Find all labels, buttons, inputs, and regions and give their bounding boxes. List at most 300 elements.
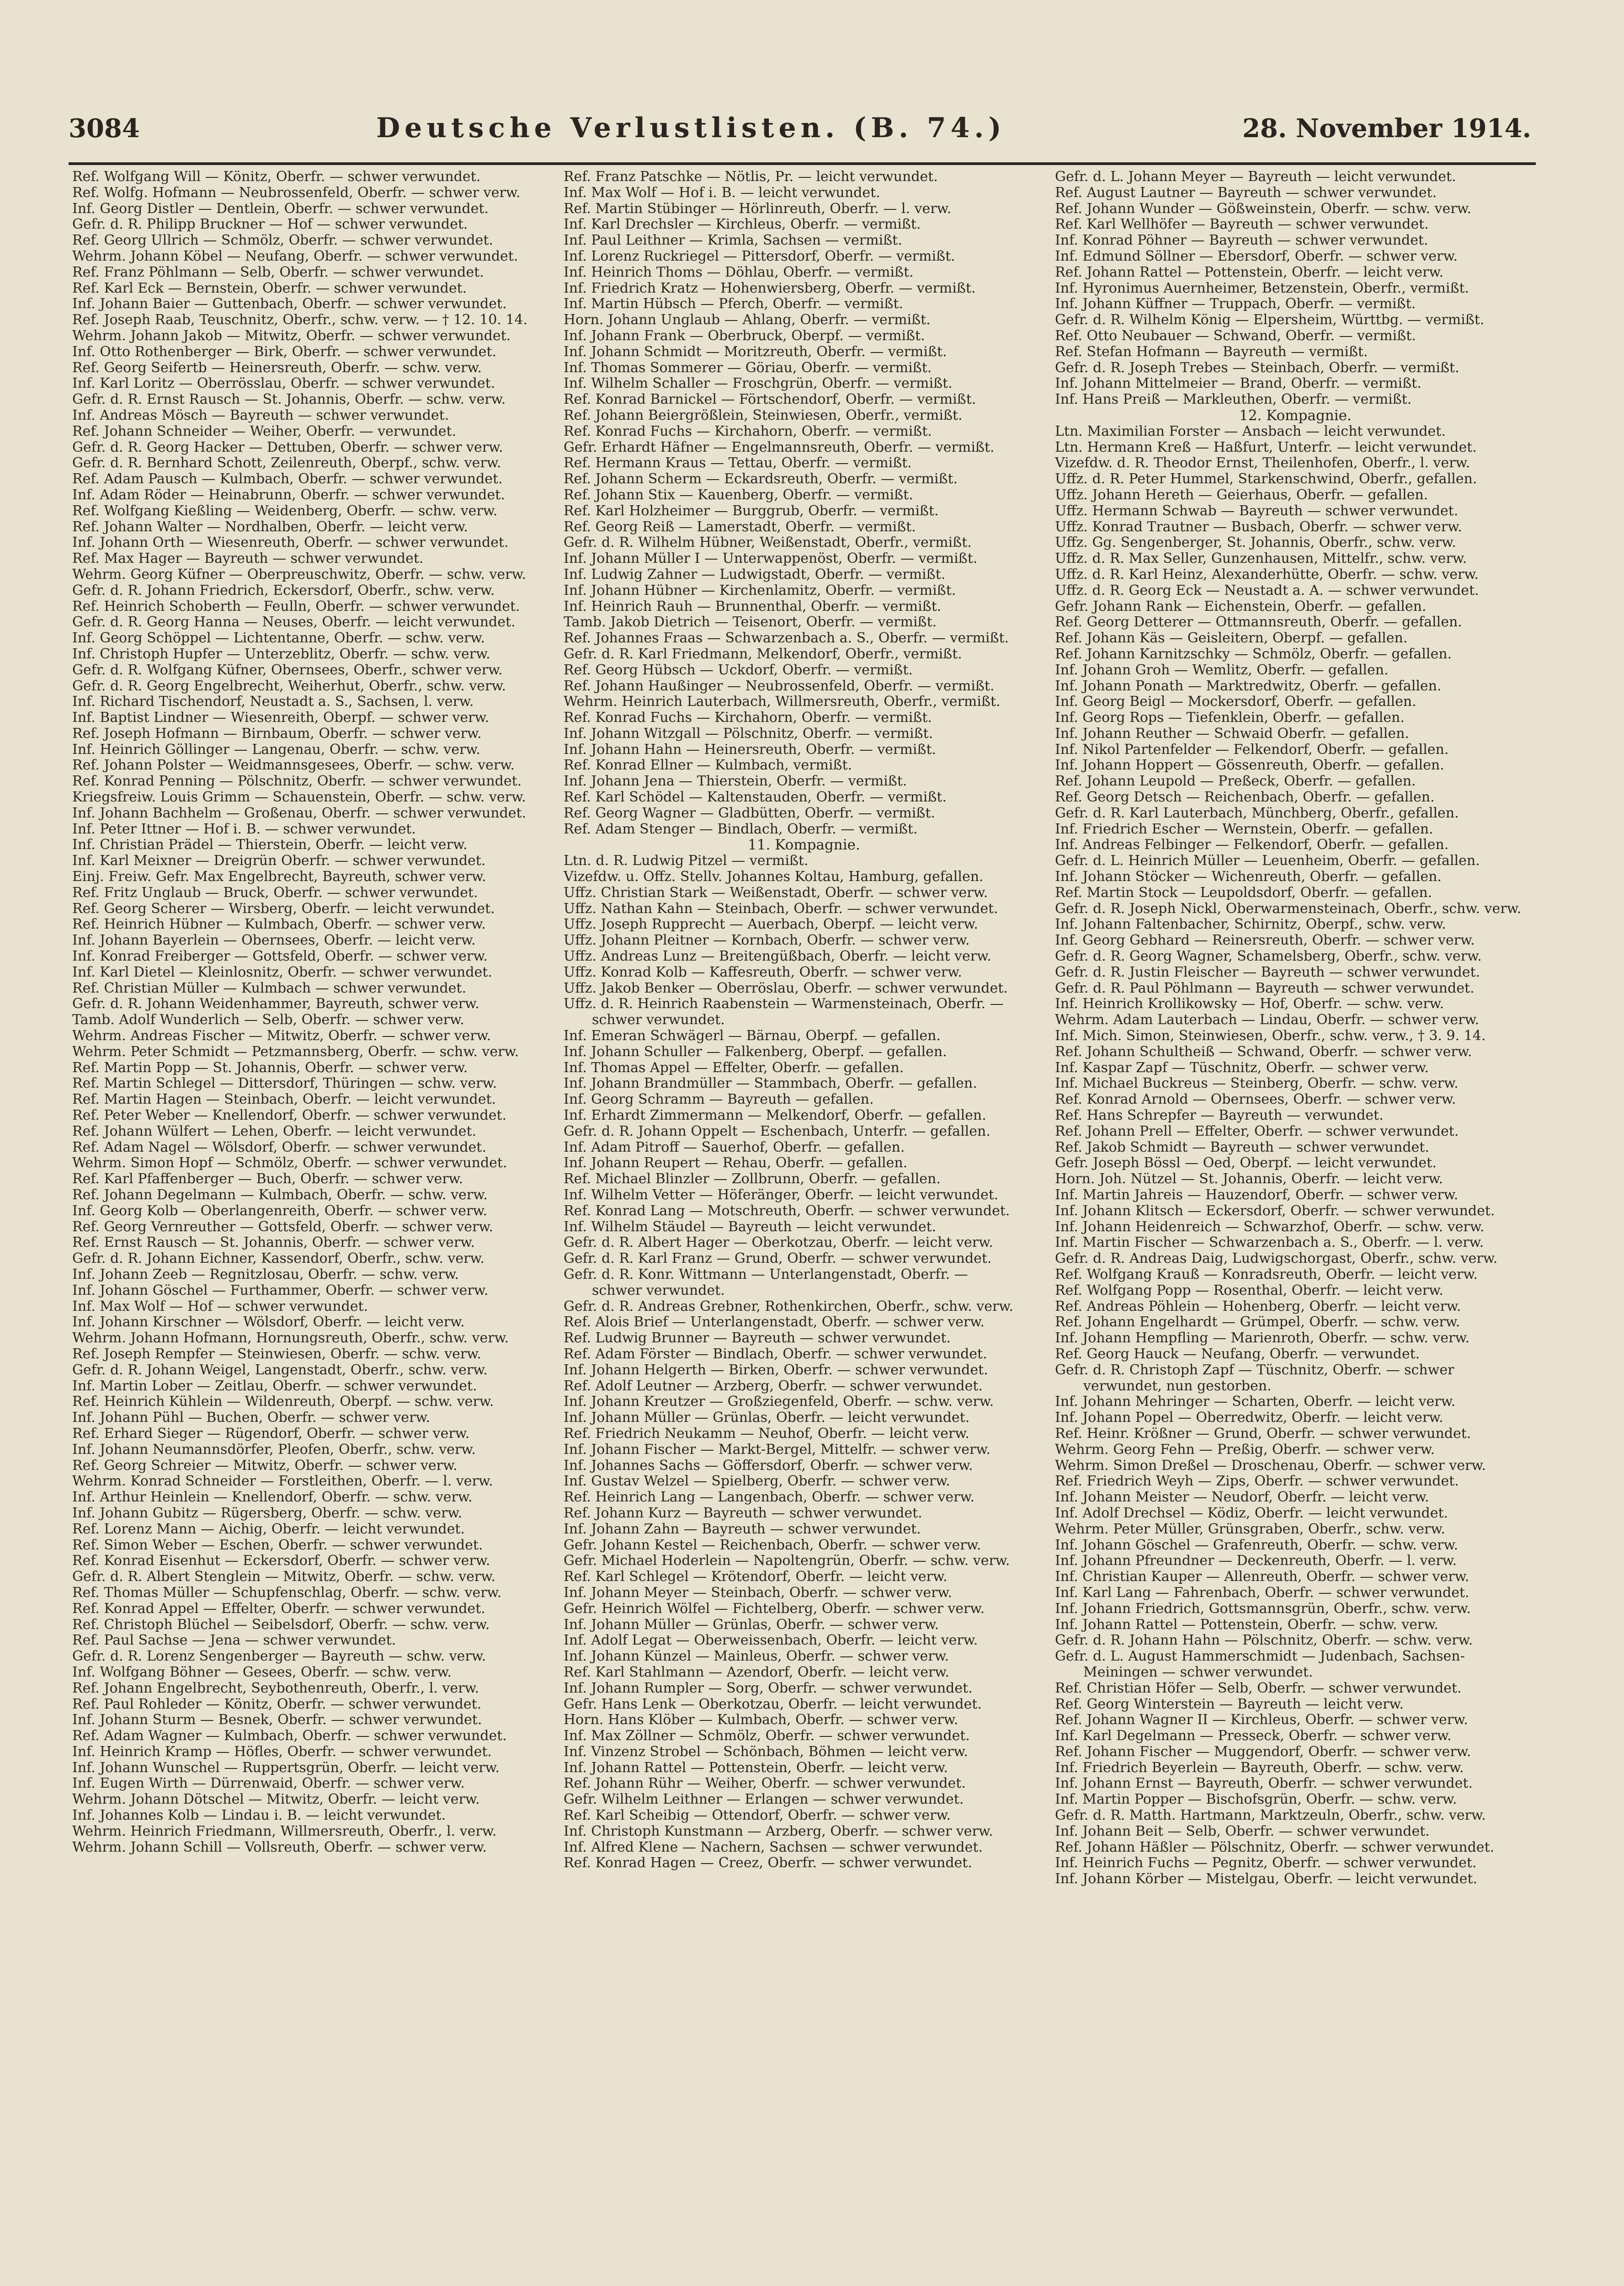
casualty-entry: Gefr. d. R. Lorenz Sengenberger — Bayreuth — schw. verw. — [72, 1649, 486, 1665]
casualty-entry: Ref. Hans Schrepfer — Bayreuth — verwundet. — [1055, 1108, 1384, 1124]
column-left — [69, 169, 553, 2286]
casualty-entry: Inf. Erhardt Zimmermann — Melkendorf, Oberfr. — gefallen. — [564, 1108, 986, 1124]
casualty-entry: Ref. Heinrich Kühlein — Wildenreuth, Oberpf. — schw. verw. — [72, 1394, 494, 1410]
casualty-entry: Ref. Konrad Appel — Effelter, Oberfr. — schwer verwundet. — [72, 1601, 485, 1617]
casualty-entry: Ref. Adam Wagner — Kulmbach, Oberfr. — schwer verwundet. — [72, 1728, 507, 1744]
casualty-entry: Ref. Joseph Hofmann — Birnbaum, Oberfr. — schwer verw. — [72, 726, 482, 742]
casualty-entry: Inf. Johann Bayerlein — Obernsees, Oberfr. — leicht verw. — [72, 933, 476, 949]
casualty-entry: Gefr. d. R. Wolfgang Küfner, Obernsees, Oberfr., schwer verw. — [72, 662, 503, 678]
page-header — [69, 112, 1531, 162]
casualty-entry: Inf. Johann Jena — Thierstein, Oberfr. — vermißt. — [564, 774, 907, 790]
casualty-entry: Tamb. Adolf Wunderlich — Selb, Oberfr. — schwer verw. — [72, 1012, 464, 1028]
casualty-entry: Gefr. d. L. Heinrich Müller — Leuenheim, Oberfr. — gefallen. — [1055, 853, 1480, 869]
casualty-entry: Ref. Friedrich Weyh — Zips, Oberfr. — schwer verwundet. — [1055, 1474, 1459, 1490]
casualty-entry: Inf. Adolf Legat — Oberweissenbach, Oberfr. — leicht verw. — [564, 1633, 978, 1649]
casualty-entry: Wehrm. Johann Köbel — Neufang, Oberfr. — schwer verwundet. — [72, 248, 518, 264]
column-right — [1051, 169, 1536, 2286]
casualty-entry: Ref. Martin Hagen — Steinbach, Oberfr. — leicht verwundet. — [72, 1092, 496, 1108]
casualty-entry: Inf. Michael Buckreus — Steinberg, Oberfr. — schw. verw. — [1055, 1076, 1459, 1092]
casualty-entry: Inf. Heinrich Göllinger — Langenau, Oberfr. — schw. verw. — [72, 742, 480, 758]
casualty-entry: Inf. Georg Schöppel — Lichtentanne, Oberfr. — schw. verw. — [72, 630, 485, 646]
casualty-entry: Inf. Hyronimus Auernheimer, Betzenstein, Oberfr., vermißt. — [1055, 280, 1470, 296]
casualty-entry: Inf. Thomas Appel — Effelter, Oberfr. — gefallen. — [564, 1060, 904, 1076]
casualty-entry: Ref. Peter Weber — Knellendorf, Oberfr. — schwer verwundet. — [72, 1108, 507, 1124]
casualty-entry: Inf. Max Zöllner — Schmölz, Oberfr. — schwer verwundet. — [564, 1728, 970, 1744]
issue-date: 28. November 1914. — [1242, 113, 1531, 144]
casualty-entry: Ref. Christian Höfer — Selb, Oberfr. — schwer verwundet. — [1055, 1680, 1462, 1696]
casualty-entry: Ltn. Maximilian Forster — Ansbach — leicht verwundet. — [1055, 423, 1446, 439]
casualty-entry: Ref. Martin Popp — St. Johannis, Oberfr. — schwer verw. — [72, 1060, 468, 1076]
casualty-entry: Ref. Ludwig Brunner — Bayreuth — schwer verwundet. — [564, 1330, 951, 1346]
casualty-entry: Ref. Franz Pöhlmann — Selb, Oberfr. — schwer verwundet. — [72, 264, 484, 280]
casualty-entry: Ref. Paul Rohleder — Könitz, Oberfr. — schwer verwundet. — [72, 1696, 482, 1712]
casualty-entry: Inf. Ludwig Zahner — Ludwigstadt, Oberfr. — vermißt. — [564, 566, 946, 582]
casualty-entry: Ref. Georg Hübsch — Uckdorf, Oberfr. — vermißt. — [564, 662, 913, 678]
casualty-entry: Inf. Martin Popper — Bischofsgrün, Oberfr. — schw. verw. — [1055, 1792, 1457, 1808]
casualty-entry: Ref. Michael Blinzler — Zollbrunn, Oberfr. — gefallen. — [564, 1171, 941, 1187]
casualty-entry: Ref. Johann Schneider — Weiher, Oberfr. — verwundet. — [72, 423, 457, 439]
casualty-entry: Inf. Johann Klitsch — Eckersdorf, Oberfr. — schwer verwundet. — [1055, 1203, 1495, 1219]
casualty-entry: Inf. Johann Helgerth — Birken, Oberfr. — schwer verwundet. — [564, 1362, 988, 1378]
casualty-entry: Inf. Martin Jahreis — Hauzendorf, Oberfr. — schwer verw. — [1055, 1187, 1459, 1203]
casualty-entry: Gefr. d. R. Ernst Rausch — St. Johannis, Oberfr. — schw. verw. — [72, 392, 506, 408]
casualty-entry: Uffz. Johann Pleitner — Kornbach, Oberfr. — schwer verw. — [564, 933, 970, 949]
casualty-entry: Ref. Karl Scheibig — Ottendorf, Oberfr. — schwer verw. — [564, 1808, 951, 1824]
casualty-entry: Inf. Karl Degelmann — Presseck, Oberfr. — schwer verw. — [1055, 1728, 1452, 1744]
casualty-entry: Ref. Georg Vernreuther — Gottsfeld, Oberfr. — schwer verw. — [72, 1219, 494, 1235]
casualty-entry: Gefr. Hans Lenk — Oberkotzau, Oberfr. — leicht verwundet. — [564, 1696, 982, 1712]
casualty-entry: Ref. Paul Sachse — Jena — schwer verwundet. — [72, 1633, 396, 1649]
casualty-entry: Inf. Nikol Partenfelder — Felkendorf, Oberfr. — gefallen. — [1055, 742, 1449, 758]
casualty-entry: Inf. Johann Witzgall — Pölschnitz, Oberfr. — vermißt. — [564, 726, 933, 742]
casualty-entry: Inf. Johann Mittelmeier — Brand, Oberfr. — vermißt. — [1055, 376, 1422, 392]
casualty-entry: Inf. Johann Meister — Neudorf, Oberfr. — leicht verw. — [1055, 1490, 1429, 1506]
casualty-entry: Inf. Johann Groh — Wemlitz, Oberfr. — gefallen. — [1055, 662, 1389, 678]
casualty-entry: Inf. Martin Fischer — Schwarzenbach a. S., Oberfr. — l. verw. — [1055, 1235, 1484, 1251]
casualty-entry: Gefr. d. R. Karl Franz — Grund, Oberfr. — schwer verwundet. — [564, 1251, 992, 1267]
casualty-entry: Wehrm. Adam Lauterbach — Lindau, Oberfr. — schwer verw. — [1055, 1012, 1480, 1028]
casualty-entry: Ref. Wolfgang Kießling — Weidenberg, Oberfr. — schw. verw. — [72, 503, 498, 519]
casualty-entry: Uffz. Konrad Kolb — Kaffesreuth, Oberfr. — schwer verw. — [564, 964, 962, 980]
casualty-entry: Inf. Paul Leithner — Krimla, Sachsen — vermißt. — [564, 233, 902, 249]
casualty-entry: Ref. Karl Eck — Bernstein, Oberfr. — schwer verwundet. — [72, 280, 467, 296]
casualty-entry: Inf. Johann Rattel — Pottenstein, Oberfr. — leicht verw. — [564, 1760, 948, 1776]
casualty-entry: Inf. Johannes Kolb — Lindau i. B. — leicht verwundet. — [72, 1808, 446, 1824]
casualty-entry: Gefr. d. L. Johann Meyer — Bayreuth — leicht verwundet. — [1055, 169, 1456, 185]
casualty-entry: Inf. Johann Pfreundner — Deckenreuth, Oberfr. — l. verw. — [1055, 1553, 1457, 1569]
casualty-entry: Ref. Martin Schlegel — Dittersdorf, Thüringen — schw. verw. — [72, 1076, 497, 1092]
casualty-entry: Inf. Johann Orth — Wiesenreuth, Oberfr. — schwer verwundet. — [72, 535, 509, 551]
casualty-entry: Inf. Johann Neumannsdörfer, Pleofen, Oberfr., schw. verw. — [72, 1442, 476, 1458]
casualty-entry: Inf. Johann Körber — Mistelgau, Oberfr. — leicht verwundet. — [1055, 1871, 1477, 1887]
casualty-entry: Inf. Andreas Felbinger — Felkendorf, Oberfr. — gefallen. — [1055, 837, 1449, 853]
casualty-entry: Ref. Johann Prell — Effelter, Oberfr. — schwer verwundet. — [1055, 1123, 1459, 1139]
casualty-entry: Ref. Ernst Rausch — St. Johannis, Oberfr. — schwer verw. — [72, 1235, 475, 1251]
casualty-entry: Inf. Edmund Söllner — Ebersdorf, Oberfr. — schwer verw. — [1055, 248, 1458, 264]
casualty-entry: Uffz. d. R. Karl Heinz, Alexanderhütte, Oberfr. — schw. verw. — [1055, 566, 1479, 582]
casualty-entry: Ref. Johann Scherm — Eckardsreuth, Oberfr. — vermißt. — [564, 471, 958, 487]
casualty-entry: Ref. Georg Detsch — Reichenbach, Oberfr. — gefallen. — [1055, 790, 1435, 806]
casualty-entry: Gefr. d. R. Wilhelm König — Elpersheim, Württbg. — vermißt. — [1055, 312, 1485, 328]
casualty-entry: Inf. Andreas Mösch — Bayreuth — schwer verwundet. — [72, 407, 449, 423]
casualty-entry: Vizefdw. d. R. Theodor Ernst, Theilenhofen, Oberfr., l. verw. — [1055, 455, 1470, 471]
casualty-entry: Gefr. d. R. Johann Oppelt — Eschenbach, Unterfr. — gefallen. — [564, 1123, 990, 1139]
casualty-entry: Gefr. Michael Hoderlein — Napoltengrün, Oberfr. — schw. verw. — [564, 1553, 1010, 1569]
casualty-entry: Inf. Georg Gebhard — Reinersreuth, Oberfr. — schwer verw. — [1055, 933, 1475, 949]
casualty-entry: Inf. Friedrich Escher — Wernstein, Oberfr. — gefallen. — [1055, 821, 1433, 837]
casualty-entry: Inf. Arthur Heinlein — Knellendorf, Oberfr. — schw. verw. — [72, 1490, 473, 1506]
casualty-entry: Inf. Johann Schuller — Falkenberg, Oberpf. — gefallen. — [564, 1044, 947, 1060]
casualty-entry: Ref. Georg Scherer — Wirsberg, Oberfr. — leicht verwundet. — [72, 901, 495, 917]
casualty-entry: Inf. Gustav Welzel — Spielberg, Oberfr. — schwer verw. — [564, 1474, 950, 1490]
casualty-entry: Ref. Johann Kurz — Bayreuth — schwer verwundet. — [564, 1505, 922, 1521]
casualty-entry: Inf. Johann Hempfling — Marienroth, Oberfr. — schw. verw. — [1055, 1330, 1470, 1346]
casualty-entry: Gefr. d. R. Georg Wagner, Schamelsberg, Oberfr., schw. verw. — [1055, 949, 1482, 965]
casualty-entry: Wehrm. Simon Hopf — Schmölz, Oberfr. — schwer verwundet. — [72, 1155, 507, 1171]
casualty-entry: Inf. Karl Lang — Fahrenbach, Oberfr. — schwer verwundet. — [1055, 1585, 1470, 1601]
casualty-entry: Inf. Johann Frank — Oberbruck, Oberpf. — vermißt. — [564, 328, 925, 344]
casualty-entry: Ref. Konrad Penning — Pölschnitz, Oberfr. — schwer verwundet. — [72, 774, 522, 790]
casualty-entry: Ref. Franz Patschke — Nötlis, Pr. — leicht verwundet. — [564, 169, 938, 185]
casualty-entry: Ref. Konrad Ellner — Kulmbach, vermißt. — [564, 758, 852, 774]
casualty-entry: Inf. Johann Schmidt — Moritzreuth, Oberfr. — vermißt. — [564, 344, 947, 360]
entry-continuation: schwer verwundet. — [592, 1012, 725, 1028]
casualty-entry: Inf. Johann Reuther — Schwaid Oberfr. — gefallen. — [1055, 726, 1409, 742]
casualty-entry: Uffz. d. R. Heinrich Raabenstein — Warmensteinach, Oberfr. — — [564, 996, 1004, 1012]
casualty-entry: Ref. Friedrich Neukamm — Neuhof, Oberfr. — leicht verw. — [564, 1426, 969, 1442]
casualty-entry: Ref. Johann Wülfert — Lehen, Oberfr. — leicht verwundet. — [72, 1123, 477, 1139]
casualty-entry: Ref. August Lautner — Bayreuth — schwer verwundet. — [1055, 185, 1437, 201]
casualty-entry: Ref. Johann Polster — Weidmannsgesees, Oberfr. — schw. verw. — [72, 758, 515, 774]
casualty-entry: Inf. Emeran Schwägerl — Bärnau, Oberpf. — gefallen. — [564, 1028, 941, 1044]
casualty-entry: Inf. Alfred Klene — Nachern, Sachsen — schwer verwundet. — [564, 1839, 983, 1855]
casualty-entry: Inf. Kaspar Zapf — Tüschnitz, Oberfr. — schwer verw. — [1055, 1060, 1429, 1076]
casualty-entry: Inf. Hans Preiß — Markleuthen, Oberfr. — vermißt. — [1055, 392, 1412, 408]
casualty-entry: Inf. Johann Küffner — Truppach, Oberfr. — vermißt. — [1055, 296, 1416, 312]
casualty-entry: Ref. Heinr. Krößner — Grund, Oberfr. — schwer verwundet. — [1055, 1426, 1471, 1442]
casualty-entry: Inf. Eugen Wirth — Dürrenwaid, Oberfr. — schwer verw. — [72, 1776, 465, 1792]
casualty-entry: Ref. Johann Stix — Kauenberg, Oberfr. — vermißt. — [564, 487, 913, 503]
casualty-entry: Gefr. d. R. Albert Stenglein — Mitwitz, Oberfr. — schw. verw. — [72, 1569, 495, 1585]
casualty-entry: Ref. Georg Wagner — Gladbütten, Oberfr. — vermißt. — [564, 805, 935, 821]
casualty-entry: Uffz. Andreas Lunz — Breitengüßbach, Oberfr. — leicht verw. — [564, 949, 991, 965]
casualty-entry: Inf. Christian Prädel — Thierstein, Oberfr. — leicht verw. — [72, 837, 468, 853]
casualty-entry: Ref. Wolfgang Will — Könitz, Oberfr. — schwer verwundet. — [72, 169, 481, 185]
casualty-entry: Uffz. d. R. Max Seller, Gunzenhausen, Mittelfr., schw. verw. — [1055, 551, 1467, 567]
casualty-entry: Ref. Johann Schultheiß — Schwand, Oberfr. — schwer verw. — [1055, 1044, 1472, 1060]
casualty-entry: Ref. Jakob Schmidt — Bayreuth — schwer verwundet. — [1055, 1139, 1429, 1155]
casualty-entry: Gefr. d. R. Johann Weidenhammer, Bayreuth, schwer verw. — [72, 996, 479, 1012]
casualty-entry: Ref. Wolfg. Hofmann — Neubrossenfeld, Oberfr. — schwer verw. — [72, 185, 521, 201]
casualty-entry: Gefr. d. R. Joseph Trebes — Steinbach, Oberfr. — vermißt. — [1055, 360, 1459, 376]
casualty-entry: Inf. Johann Mehringer — Scharten, Oberfr. — leicht verw. — [1055, 1394, 1456, 1410]
casualty-entry: Ref. Thomas Müller — Schupfenschlag, Oberfr. — schw. verw. — [72, 1585, 502, 1601]
casualty-entry: Gefr. d. R. Andreas Daig, Ludwigschorgast, Oberfr., schw. verw. — [1055, 1251, 1498, 1267]
entry-continuation: verwundet, nun gestorben. — [1083, 1378, 1272, 1394]
entry-continuation: Meiningen — schwer verwundet. — [1083, 1664, 1313, 1680]
casualty-entry: Uffz. Johann Hereth — Geierhaus, Oberfr. — gefallen. — [1055, 487, 1428, 503]
casualty-entry: Ref. Simon Weber — Eschen, Oberfr. — schwer verwundet. — [72, 1537, 483, 1553]
casualty-entry: Ref. Konrad Barnickel — Förtschendorf, Oberfr. — vermißt. — [564, 392, 976, 408]
casualty-entry: Ref. Johann Beiergrößlein, Steinwiesen, Oberfr., vermißt. — [564, 407, 963, 423]
casualty-entry: Inf. Wilhelm Schaller — Froschgrün, Oberfr. — vermißt. — [564, 376, 953, 392]
casualty-entry: Inf. Johann Ponath — Marktredwitz, Oberfr. — gefallen. — [1055, 678, 1442, 694]
casualty-entry: Inf. Wolfgang Böhner — Gesees, Oberfr. — schw. verw. — [72, 1664, 452, 1680]
casualty-entry: Inf. Johann Hahn — Heinersreuth, Oberfr. — vermißt. — [564, 742, 937, 758]
casualty-entry: Ref. Konrad Lang — Motschreuth, Oberfr. — schwer verwundet. — [564, 1203, 1010, 1219]
casualty-entry: Ref. Georg Seifertb — Heinersreuth, Oberfr. — schw. verw. — [72, 360, 482, 376]
casualty-entry: Ref. Otto Neubauer — Schwand, Oberfr. — vermißt. — [1055, 328, 1416, 344]
casualty-entry: Ref. Joseph Rempfer — Steinwiesen, Oberfr. — schw. verw. — [72, 1346, 481, 1362]
casualty-entry: Wehrm. Georg Küfner — Oberpreuschwitz, Oberfr. — schw. verw. — [72, 566, 527, 582]
casualty-entry: Ref. Lorenz Mann — Aichig, Oberfr. — leicht verwundet. — [72, 1521, 465, 1537]
casualty-entry: Ref. Wolfgang Popp — Rosenthal, Oberfr. — leicht verw. — [1055, 1282, 1443, 1298]
casualty-entry: Inf. Friedrich Beyerlein — Bayreuth, Oberfr. — schw. verw. — [1055, 1760, 1464, 1776]
casualty-entry: Inf. Friedrich Kratz — Hohenwiersberg, Oberfr. — vermißt. — [564, 280, 976, 296]
casualty-entry: Gefr. d. R. Philipp Bruckner — Hof — schwer verwundet. — [72, 217, 468, 233]
casualty-entry: Inf. Johann Hübner — Kirchenlamitz, Oberfr. — vermißt. — [564, 582, 956, 598]
casualty-entry: Inf. Johann Faltenbacher, Schirnitz, Oberpf., schw. verw. — [1055, 917, 1446, 933]
casualty-entry: Ref. Christian Müller — Kulmbach — schwer verwundet. — [72, 980, 466, 996]
casualty-entry: Ref. Johann Fischer — Muggendorf, Oberfr. — schwer verw. — [1055, 1744, 1471, 1760]
casualty-entry: Inf. Johann Rattel — Pottenstein, Oberfr. — schw. verw. — [1055, 1617, 1438, 1633]
casualty-entry: Uffz. Jakob Benker — Oberröslau, Oberfr. — schwer verwundet. — [564, 980, 1008, 996]
casualty-entry: Inf. Johann Meyer — Steinbach, Oberfr. — schwer verw. — [564, 1585, 953, 1601]
casualty-entry: Inf. Max Wolf — Hof i. B. — leicht verwundet. — [564, 185, 880, 201]
casualty-entry: Gefr. d. R. Justin Fleischer — Bayreuth — schwer verwundet. — [1055, 964, 1480, 980]
casualty-entry: Ref. Adam Nagel — Wölsdorf, Oberfr. — schwer verwundet. — [72, 1139, 486, 1155]
casualty-entry: Inf. Johann Künzel — Mainleus, Oberfr. — schwer verw. — [564, 1649, 949, 1665]
casualty-entry: Inf. Heinrich Rauh — Brunnenthal, Oberfr. — vermißt. — [564, 598, 942, 614]
casualty-entry: Ref. Joseph Raab, Teuschnitz, Oberfr., schw. verw. — † 12. 10. 14. — [72, 312, 528, 328]
casualty-entry: Inf. Christoph Kunstmann — Arzberg, Oberfr. — schwer verw. — [564, 1823, 993, 1839]
casualty-entry: Wehrm. Johann Jakob — Mitwitz, Oberfr. — schwer verwundet. — [72, 328, 511, 344]
casualty-entry: Gefr. d. R. Matth. Hartmann, Marktzeuln, Oberfr., schw. verw. — [1055, 1808, 1486, 1824]
casualty-entry: Inf. Johann Müller I — Unterwappenöst, Oberfr. — vermißt. — [564, 551, 978, 567]
casualty-entry: Inf. Adam Röder — Heinabrunn, Oberfr. — schwer verwundet. — [72, 487, 505, 503]
casualty-entry: Inf. Mich. Simon, Steinwiesen, Oberfr., schw. verw., † 3. 9. 14. — [1055, 1028, 1486, 1044]
casualty-entry: Inf. Johann Friedrich, Gottsmannsgrün, Oberfr., schw. verw. — [1055, 1601, 1471, 1617]
casualty-entry: Ref. Johann Leupold — Preßeck, Oberfr. — gefallen. — [1055, 774, 1416, 790]
casualty-entry: Ref. Christoph Blüchel — Seibelsdorf, Oberfr. — schw. verw. — [72, 1617, 490, 1633]
casualty-entry: Inf. Johann Popel — Oberredwitz, Oberfr. — leicht verw. — [1055, 1410, 1443, 1426]
section-heading: 12. Kompagnie. — [1239, 407, 1352, 424]
casualty-entry: Inf. Johann Müller — Grünlas, Oberfr. — leicht verwundet. — [564, 1410, 970, 1426]
casualty-entry: Einj. Freiw. Gefr. Max Engelbrecht, Bayreuth, schwer verw. — [72, 869, 486, 885]
casualty-list — [69, 169, 1536, 2286]
casualty-entry: Inf. Thomas Sommerer — Göriau, Oberfr. — vermißt. — [564, 360, 932, 376]
casualty-entry: Inf. Johann Hoppert — Gössenreuth, Oberfr. — gefallen. — [1055, 758, 1444, 774]
casualty-entry: Gefr. Joseph Bössl — Oed, Oberpf. — leicht verwundet. — [1055, 1155, 1437, 1171]
casualty-entry: Inf. Karl Dietel — Kleinlosnitz, Oberfr. — schwer verwundet. — [72, 964, 492, 980]
casualty-entry: Inf. Johann Fischer — Markt-Bergel, Mittelfr. — schwer verw. — [564, 1442, 990, 1458]
casualty-entry: Uffz. Christian Stark — Weißenstadt, Oberfr. — schwer verw. — [564, 885, 988, 901]
casualty-entry: Inf. Georg Kolb — Oberlangenreith, Oberfr. — schwer verw. — [72, 1203, 487, 1219]
casualty-entry: Gefr. d. R. Christoph Zapf — Tüschnitz, Oberfr. — schwer — [1055, 1362, 1454, 1378]
casualty-entry: Ref. Johann Rattel — Pottenstein, Oberfr. — leicht verw. — [1055, 264, 1444, 280]
casualty-entry: Uffz. d. R. Peter Hummel, Starkenschwind, Oberfr., gefallen. — [1055, 471, 1477, 487]
casualty-entry: Uffz. Joseph Rupprecht — Auerbach, Oberpf. — leicht verw. — [564, 917, 978, 933]
casualty-entry: Uffz. Nathan Kahn — Steinbach, Oberfr. — schwer verwundet. — [564, 901, 998, 917]
casualty-entry: Inf. Heinrich Fuchs — Pegnitz, Oberfr. — schwer verwundet. — [1055, 1855, 1477, 1871]
casualty-entry: Ref. Konrad Fuchs — Kirchahorn, Oberfr. — vermißt. — [564, 710, 932, 726]
casualty-entry: Ref. Adam Pausch — Kulmbach, Oberfr. — schwer verwundet. — [72, 471, 503, 487]
casualty-entry: Ref. Johann Wunder — Gößweinstein, Oberfr. — schw. verw. — [1055, 201, 1472, 217]
casualty-entry: Gefr. d. R. Paul Pöhlmann — Bayreuth — schwer verwundet. — [1055, 980, 1475, 996]
casualty-entry: Inf. Johann Göschel — Grafenreuth, Oberfr. — schw. verw. — [1055, 1537, 1459, 1553]
casualty-entry: Ref. Georg Ullrich — Schmölz, Oberfr. — schwer verwundet. — [72, 233, 493, 249]
casualty-entry: Gefr. d. L. August Hammerschmidt — Judenbach, Sachsen- — [1055, 1649, 1465, 1665]
casualty-entry: Wehrm. Johann Schill — Vollsreuth, Oberfr. — schwer verw. — [72, 1839, 487, 1855]
casualty-entry: Horn. Hans Klöber — Kulmbach, Oberfr. — schwer verw. — [564, 1712, 958, 1728]
casualty-entry: Inf. Karl Drechsler — Kirchleus, Oberfr. — vermißt. — [564, 217, 921, 233]
casualty-entry: Ref. Konrad Fuchs — Kirchahorn, Oberfr. — vermißt. — [564, 423, 932, 439]
casualty-entry: Inf. Johann Rumpler — Sorg, Oberfr. — schwer verwundet. — [564, 1680, 973, 1696]
casualty-entry: Wehrm. Andreas Fischer — Mitwitz, Oberfr. — schwer verw. — [72, 1028, 491, 1044]
casualty-entry: Inf. Georg Schramm — Bayreuth — gefallen. — [564, 1092, 874, 1108]
casualty-entry: Gefr. Wilhelm Leithner — Erlangen — schwer verwundet. — [564, 1792, 964, 1808]
casualty-entry: Ref. Karl Holzheimer — Burggrub, Oberfr. — vermißt. — [564, 503, 939, 519]
casualty-entry: Inf. Peter Ittner — Hof i. B. — schwer verwundet. — [72, 821, 416, 837]
casualty-entry: Ltn. Hermann Kreß — Haßfurt, Unterfr. — leicht verwundet. — [1055, 439, 1477, 455]
casualty-entry: Inf. Otto Rothenberger — Birk, Oberfr. — schwer verwundet. — [72, 344, 496, 360]
casualty-entry: Ref. Johann Walter — Nordhalben, Oberfr. — leicht verw. — [72, 519, 468, 535]
casualty-entry: Inf. Johann Göschel — Furthammer, Oberfr. — schwer verw. — [72, 1282, 489, 1298]
casualty-entry: Inf. Vinzenz Strobel — Schönbach, Böhmen — leicht verw. — [564, 1744, 968, 1760]
casualty-entry: Inf. Johann Wunschel — Ruppertsgrün, Oberfr. — leicht verw. — [72, 1760, 500, 1776]
casualty-entry: Inf. Georg Distler — Dentlein, Oberfr. — schwer verwundet. — [72, 201, 489, 217]
casualty-entry: Gefr. d. R. Albert Hager — Oberkotzau, Oberfr. — leicht verw. — [564, 1235, 993, 1251]
casualty-entry: Ref. Fritz Unglaub — Bruck, Oberfr. — schwer verwundet. — [72, 885, 478, 901]
casualty-entry: Inf. Johann Sturm — Besnek, Oberfr. — schwer verwundet. — [72, 1712, 482, 1728]
casualty-entry: Ref. Georg Winterstein — Bayreuth — leicht verw. — [1055, 1696, 1404, 1712]
casualty-entry: Inf. Christoph Hupfer — Unterzeblitz, Oberfr. — schw. verw. — [72, 646, 490, 662]
casualty-entry: Uffz. Hermann Schwab — Bayreuth — schwer verwundet. — [1055, 503, 1459, 519]
casualty-entry: Gefr. Erhardt Häfner — Engelmannsreuth, Oberfr. — vermißt. — [564, 439, 995, 455]
casualty-entry: Ref. Martin Stübinger — Hörlinreuth, Oberfr. — l. verw. — [564, 201, 952, 217]
casualty-entry: Wehrm. Georg Fehn — Preßig, Oberfr. — schwer verw. — [1055, 1442, 1435, 1458]
casualty-entry: Gefr. Heinrich Wölfel — Fichtelberg, Oberfr. — schwer verw. — [564, 1601, 985, 1617]
casualty-entry: Ref. Konrad Eisenhut — Eckersdorf, Oberfr. — schwer verw. — [72, 1553, 490, 1569]
casualty-entry: Ref. Andreas Pöhlein — Hohenberg, Oberfr. — leicht verw. — [1055, 1298, 1461, 1314]
casualty-entry: Ref. Johann Karnitzschky — Schmölz, Oberfr. — gefallen. — [1055, 646, 1452, 662]
casualty-entry: Gefr. d. R. Konr. Wittmann — Unterlangenstadt, Oberfr. — — [564, 1266, 968, 1282]
casualty-entry: Ref. Heinrich Schoberth — Feulln, Oberfr. — schwer verwundet. — [72, 598, 520, 614]
casualty-entry: Gefr. d. R. Karl Friedmann, Melkendorf, Oberfr., vermißt. — [564, 646, 962, 662]
casualty-entry: Inf. Johann Reupert — Rehau, Oberfr. — gefallen. — [564, 1155, 908, 1171]
casualty-entry: Gefr. d. R. Johann Friedrich, Eckersdorf, Oberfr., schw. verw. — [72, 582, 495, 598]
casualty-entry: Ltn. d. R. Ludwig Pitzel — vermißt. — [564, 853, 809, 869]
casualty-entry: Horn. Johann Unglaub — Ahlang, Oberfr. — vermißt. — [564, 312, 931, 328]
casualty-entry: Inf. Johann Ernst — Bayreuth, Oberfr. — schwer verwundet. — [1055, 1776, 1473, 1792]
casualty-entry: Gefr. Johann Kestel — Reichenbach, Oberfr. — schwer verw. — [564, 1537, 981, 1553]
casualty-entry: Inf. Johann Kreutzer — Großziegenfeld, Oberfr. — schw. verw. — [564, 1394, 994, 1410]
casualty-entry: Wehrm. Peter Müller, Grünsgraben, Oberfr., schw. verw. — [1055, 1521, 1445, 1537]
casualty-entry: Wehrm. Johann Hofmann, Hornungsreuth, Oberfr., schw. verw. — [72, 1330, 509, 1346]
casualty-entry: Inf. Johannes Sachs — Göffersdorf, Oberfr. — schwer verw. — [564, 1458, 973, 1474]
casualty-entry: Inf. Konrad Pöhner — Bayreuth — schwer verwundet. — [1055, 233, 1428, 249]
casualty-entry: Ref. Konrad Hagen — Creez, Oberfr. — schwer verwundet. — [564, 1855, 972, 1871]
casualty-entry: Ref. Karl Pfaffenberger — Buch, Oberfr. — schwer verw. — [72, 1171, 463, 1187]
casualty-entry: Ref. Adolf Leutner — Arzberg, Oberfr. — schwer verwundet. — [564, 1378, 983, 1394]
casualty-entry: Inf. Heinrich Thoms — Döhlau, Oberfr. — vermißt. — [564, 264, 914, 280]
casualty-entry: Wehrm. Heinrich Friedmann, Willmersreuth, Oberfr., l. verw. — [72, 1823, 497, 1839]
casualty-entry: Gefr. d. R. Johann Weigel, Langenstadt, Oberfr., schw. verw. — [72, 1362, 488, 1378]
casualty-entry: Ref. Martin Stock — Leupoldsdorf, Oberfr. — gefallen. — [1055, 885, 1432, 901]
casualty-entry: Wehrm. Konrad Schneider — Forstleithen, Oberfr. — l. verw. — [72, 1474, 493, 1490]
casualty-entry: Ref. Wolfgang Krauß — Konradsreuth, Oberfr. — leicht verw. — [1055, 1266, 1478, 1282]
casualty-entry: Ref. Johann Engelbrecht, Seybothenreuth, Oberfr., l. verw. — [72, 1680, 479, 1696]
casualty-entry: Ref. Heinrich Lang — Langenbach, Oberfr. — schwer verw. — [564, 1490, 975, 1506]
casualty-entry: Ref. Adam Stenger — Bindlach, Oberfr. — vermißt. — [564, 821, 918, 837]
casualty-entry: Inf. Wilhelm Vetter — Höferänger, Oberfr. — leicht verwundet. — [564, 1187, 999, 1203]
casualty-entry: Inf. Karl Loritz — Oberrösslau, Oberfr. — schwer verwundet. — [72, 376, 495, 392]
casualty-entry: Uffz. d. R. Georg Eck — Neustadt a. A. — schwer verwundet. — [1055, 582, 1479, 598]
header-rule — [69, 162, 1536, 165]
casualty-entry: Inf. Richard Tischendorf, Neustadt a. S., Sachsen, l. verw. — [72, 694, 474, 710]
casualty-entry: Inf. Johann Baier — Guttenbach, Oberfr. — schwer verwundet. — [72, 296, 507, 312]
casualty-entry: Inf. Karl Meixner — Dreigrün Oberfr. — schwer verwundet. — [72, 853, 486, 869]
casualty-entry: Vizefdw. u. Offz. Stellv. Johannes Koltau, Hamburg, gefallen. — [564, 869, 984, 885]
casualty-entry: Ref. Adam Förster — Bindlach, Oberfr. — schwer verwundet. — [564, 1346, 987, 1362]
casualty-entry: Gefr. Johann Rank — Eichenstein, Oberfr. — gefallen. — [1055, 598, 1427, 614]
casualty-entry: Gefr. d. R. Karl Lauterbach, Münchberg, Oberfr., gefallen. — [1055, 805, 1459, 821]
casualty-entry: Ref. Johann Degelmann — Kulmbach, Oberfr. — schw. verw. — [72, 1187, 488, 1203]
casualty-entry: Ref. Max Hager — Bayreuth — schwer verwundet. — [72, 551, 424, 567]
casualty-entry: Inf. Lorenz Ruckriegel — Pittersdorf, Oberfr. — vermißt. — [564, 248, 955, 264]
casualty-entry: Inf. Johann Gubitz — Rügersberg, Oberfr. — schw. verw. — [72, 1505, 463, 1521]
casualty-entry: Inf. Konrad Freiberger — Gottsfeld, Oberfr. — schwer verw. — [72, 949, 488, 965]
casualty-entry: Gefr. d. R. Bernhard Schott, Zeilenreuth, Oberpf., schw. verw. — [72, 455, 501, 471]
casualty-entry: Inf. Max Wolf — Hof — schwer verwundet. — [72, 1298, 368, 1314]
casualty-entry: Inf. Johann Zeeb — Regnitzlosau, Oberfr. — schw. verw. — [72, 1266, 459, 1282]
casualty-entry: Ref. Stefan Hofmann — Bayreuth — vermißt. — [1055, 344, 1368, 360]
casualty-entry: Inf. Wilhelm Stäudel — Bayreuth — leicht verwundet. — [564, 1219, 937, 1235]
casualty-entry: Ref. Karl Schödel — Kaltenstauden, Oberfr. — vermißt. — [564, 790, 947, 806]
casualty-entry: Ref. Konrad Arnold — Obernsees, Oberfr. — schwer verw. — [1055, 1092, 1456, 1108]
casualty-entry: Ref. Georg Hauck — Neufang, Oberfr. — verwundet. — [1055, 1346, 1420, 1362]
casualty-entry: Inf. Johann Müller — Grünlas, Oberfr. — schwer verw. — [564, 1617, 939, 1633]
casualty-entry: Ref. Johann Häßler — Pölschnitz, Oberfr. — schwer verwundet. — [1055, 1839, 1495, 1855]
casualty-entry: Horn. Joh. Nützel — St. Johannis, Oberfr. — leicht verw. — [1055, 1171, 1443, 1187]
casualty-entry: Inf. Baptist Lindner — Wiesenreith, Oberpf. — schwer verw. — [72, 710, 490, 726]
casualty-entry: Gefr. d. R. Andreas Grebner, Rothenkirchen, Oberfr., schw. verw. — [564, 1298, 1013, 1314]
casualty-entry: Ref. Johannes Fraas — Schwarzenbach a. S., Oberfr. — vermißt. — [564, 630, 1009, 646]
casualty-entry: Ref. Johann Käs — Geisleitern, Oberpf. — gefallen. — [1055, 630, 1408, 646]
casualty-entry: Inf. Johann Stöcker — Wichenreuth, Oberfr. — gefallen. — [1055, 869, 1442, 885]
casualty-entry: Wehrm. Simon Dreßel — Droschenau, Oberfr. — schwer verw. — [1055, 1458, 1486, 1474]
casualty-entry: Gefr. d. R. Wilhelm Hübner, Weißenstadt, Oberfr., vermißt. — [564, 535, 972, 551]
casualty-entry: Inf. Johann Heidenreich — Schwarzhof, Oberfr. — schw. verw. — [1055, 1219, 1485, 1235]
casualty-entry: Kriegsfreiw. Louis Grimm — Schauenstein, Oberfr. — schw. verw. — [72, 790, 526, 806]
casualty-entry: Inf. Johann Kirschner — Wölsdorf, Oberfr. — leicht verw. — [72, 1314, 465, 1330]
casualty-entry: Ref. Johann Rühr — Weiher, Oberfr. — schwer verwundet. — [564, 1776, 966, 1792]
casualty-entry: Gefr. d. R. Johann Hahn — Pölschnitz, Oberfr. — schw. verw. — [1055, 1633, 1473, 1649]
casualty-entry: Gefr. d. R. Joseph Nickl, Oberwarmensteinach, Oberfr., schw. verw. — [1055, 901, 1522, 917]
casualty-entry: Inf. Heinrich Krollikowsky — Hof, Oberfr. — schw. verw. — [1055, 996, 1444, 1012]
casualty-entry: Ref. Alois Brief — Unterlangenstadt, Oberfr. — schwer verw. — [564, 1314, 985, 1330]
casualty-entry: Inf. Georg Rops — Tiefenklein, Oberfr. — gefallen. — [1055, 710, 1405, 726]
casualty-entry: Gefr. d. R. Johann Eichner, Kassendorf, Oberfr., schw. verw. — [72, 1251, 485, 1267]
casualty-entry: Ref. Johann Wagner II — Kirchleus, Oberfr. — schwer verw. — [1055, 1712, 1468, 1728]
casualty-entry: Uffz. Gg. Sengenberger, St. Johannis, Oberfr., schw. verw. — [1055, 535, 1456, 551]
casualty-entry: Ref. Erhard Sieger — Rügendorf, Oberfr. — schwer verw. — [72, 1426, 470, 1442]
casualty-entry: Inf. Johann Brandmüller — Stammbach, Oberfr. — gefallen. — [564, 1076, 977, 1092]
casualty-entry: Wehrm. Peter Schmidt — Petzmannsberg, Oberfr. — schw. verw. — [72, 1044, 519, 1060]
casualty-entry: Wehrm. Johann Dötschel — Mitwitz, Oberfr. — leicht verw. — [72, 1792, 480, 1808]
casualty-entry: Ref. Karl Schlegel — Krötendorf, Oberfr. — leicht verw. — [564, 1569, 948, 1585]
casualty-entry: Inf. Johann Zahn — Bayreuth — schwer verwundet. — [564, 1521, 921, 1537]
